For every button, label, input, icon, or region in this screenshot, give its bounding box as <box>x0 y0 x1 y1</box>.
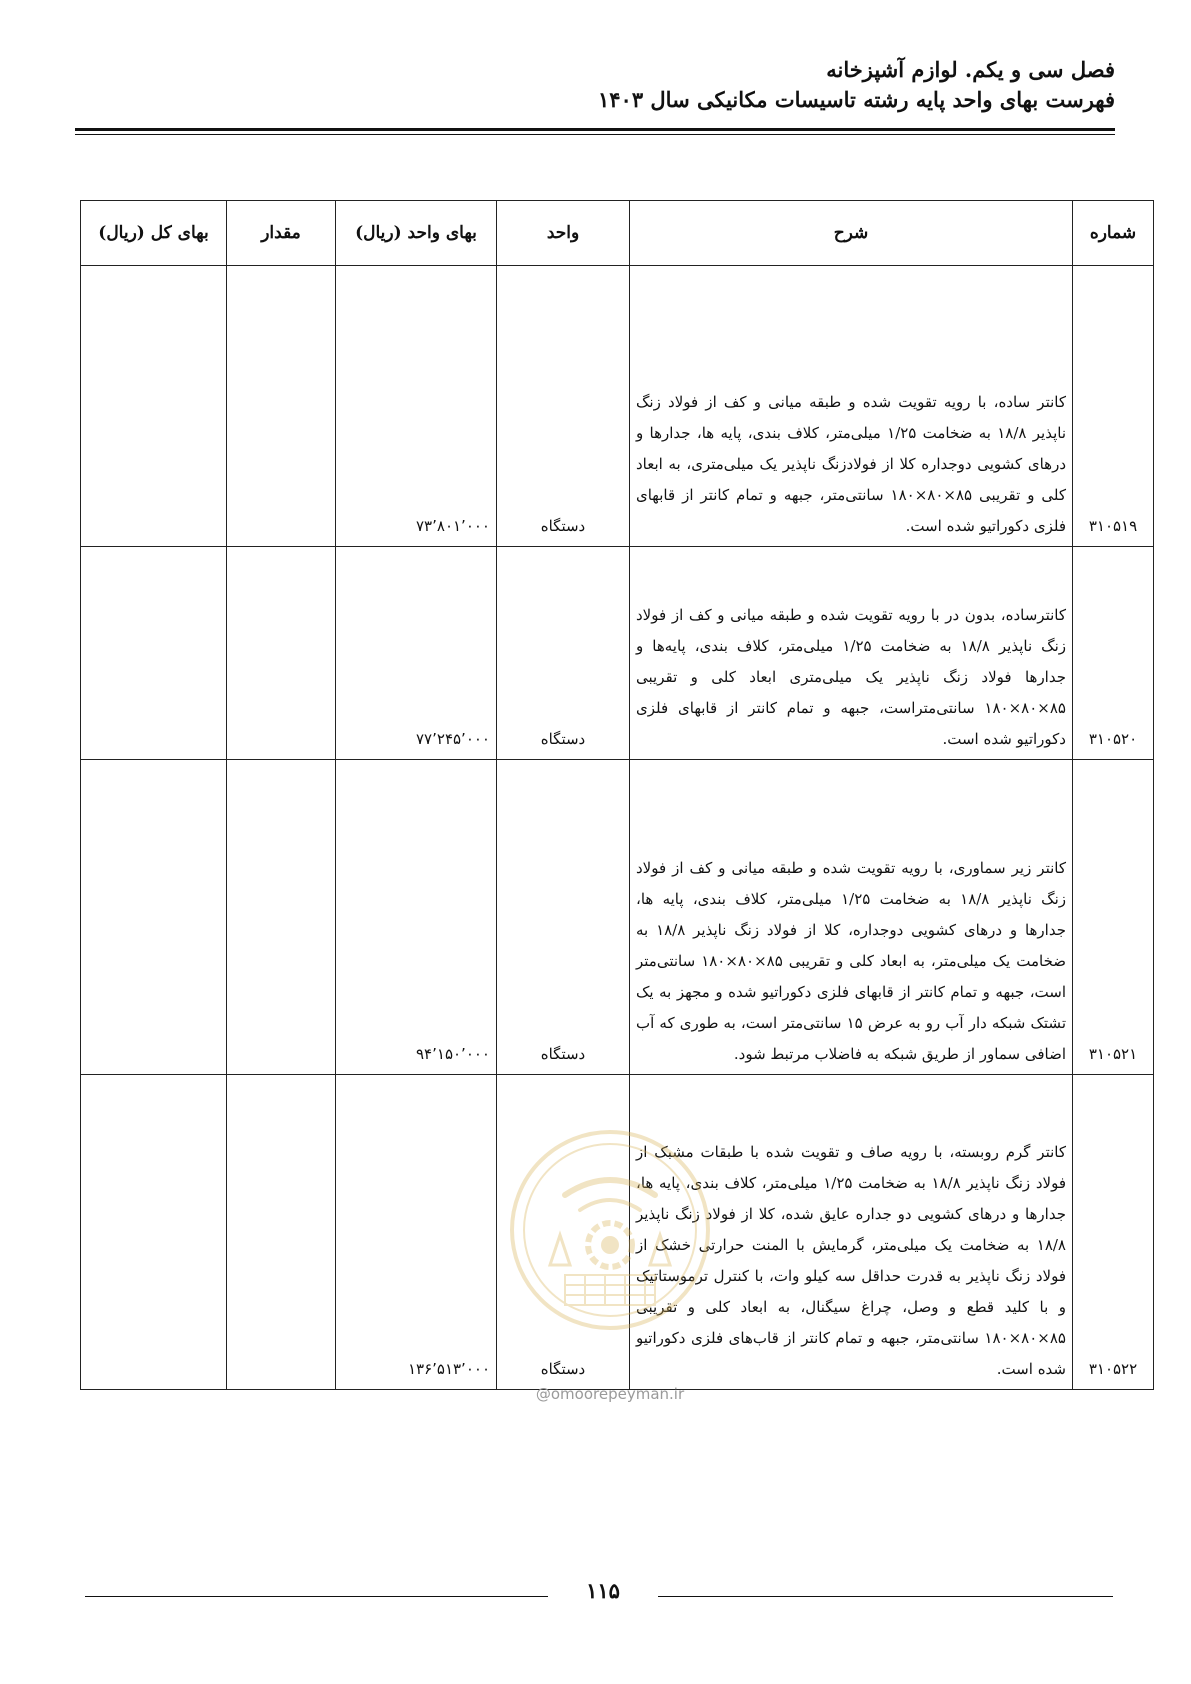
item-quantity <box>227 1075 336 1390</box>
item-total-price <box>81 1075 227 1390</box>
header-divider-thin <box>75 134 1115 135</box>
item-description: کانتر گرم روبسته، با رویه صاف و تقویت شده با طبقات مشبک از فولاد زنگ ناپذیر ۱۸/۸ به ضخامت ۱/۲۵ میلی‌متر، کلاف بندی، پایه ها، جدارها و درهای کشویی دو جداره عایق شده، کلا از فولاد زنگ ناپذیر ۱۸/۸ به ضخامت یک میلی‌متر، گرمایش با المنت حرارتی خشک از فولاد زنگ ناپذیر به قدرت حداقل سه کیلو وات، با کنترل ترموستاتیک و با کلید قطع و وصل، چراغ سیگنال، به ابعاد کلی و تقریبی ۸۵×۸۰×۱۸۰ سانتی‌متر، جبهه و تمام کانتر از قاب‌های فلزی دکوراتیو شده است. <box>630 1075 1073 1390</box>
item-quantity <box>227 760 336 1075</box>
item-unit: دستگاه <box>497 760 630 1075</box>
item-description: کانترساده، بدون در با رویه تقویت شده و طبقه میانی و کف از فولاد زنگ ناپذیر ۱۸/۸ به ضخامت ۱/۲۵ میلی‌متر، کلاف بندی، پایه‌ها و جدارها فولاد زنگ ناپذیر یک میلی‌متری ابعاد کلی و تقریبی ۸۵×۸۰×۱۸۰ سانتی‌متراست، جبهه و تمام کانتر از قابهای فلزی دکوراتیو شده است. <box>630 547 1073 760</box>
table-row <box>81 266 1154 547</box>
item-code: ۳۱۰۵۲۰ <box>1073 547 1154 760</box>
page-number: ۱۱۵ <box>586 1578 620 1603</box>
item-total-price <box>81 266 227 547</box>
page-header <box>75 55 1115 115</box>
item-code: ۳۱۰۵۱۹ <box>1073 266 1154 547</box>
header-divider-thick <box>75 128 1115 131</box>
table-row <box>81 547 1154 760</box>
document-title: فهرست بهای واحد پایه رشته تاسیسات مکانیکی سال ۱۴۰۳ <box>597 87 1115 112</box>
item-unit-price: ۹۴٬۱۵۰٬۰۰۰ <box>336 760 497 1075</box>
header-unit-price: بهای واحد (ریال) <box>336 201 497 266</box>
table-header-row <box>81 201 1154 266</box>
item-unit: دستگاه <box>497 547 630 760</box>
header-code: شماره <box>1073 201 1154 266</box>
header-unit: واحد <box>497 201 630 266</box>
footer-divider-left <box>85 1596 548 1597</box>
footer-divider-right <box>658 1596 1113 1597</box>
header-total-price: بهای کل (ریال) <box>81 201 227 266</box>
item-unit: دستگاه <box>497 266 630 547</box>
header-quantity: مقدار <box>227 201 336 266</box>
header-description: شرح <box>630 201 1073 266</box>
item-unit: دستگاه <box>497 1075 630 1390</box>
item-total-price <box>81 760 227 1075</box>
watermark-url: @omoorepeyman.ir <box>535 1385 685 1403</box>
item-unit-price: ۷۳٬۸۰۱٬۰۰۰ <box>336 266 497 547</box>
item-unit-price: ۷۷٬۲۴۵٬۰۰۰ <box>336 547 497 760</box>
chapter-title: فصل سی و یکم. لوازم آشپزخانه <box>826 57 1115 82</box>
item-quantity <box>227 547 336 760</box>
item-code: ۳۱۰۵۲۲ <box>1073 1075 1154 1390</box>
item-code: ۳۱۰۵۲۱ <box>1073 760 1154 1075</box>
table-row <box>81 760 1154 1075</box>
item-unit-price: ۱۳۶٬۵۱۳٬۰۰۰ <box>336 1075 497 1390</box>
seal-emblem-icon <box>505 1125 715 1335</box>
item-quantity <box>227 266 336 547</box>
item-description: کانتر ساده، با رویه تقویت شده و طبقه میانی و کف از فولاد زنگ ناپذیر ۱۸/۸ به ضخامت ۱/۲۵ میلی‌متر، کلاف بندی، پایه ها، جدارها و درهای کشویی دوجداره کلا از فولادزنگ ناپذیر یک میلی‌متری، به ابعاد کلی و تقریبی ۸۵×۸۰×۱۸۰ سانتی‌متر، جبهه و تمام کانتر از قابهای فلزی دکوراتیو شده است. <box>630 266 1073 547</box>
item-total-price <box>81 547 227 760</box>
watermark-seal <box>505 1125 715 1335</box>
item-description: کانتر زیر سماوری، با رویه تقویت شده و طبقه میانی و کف از فولاد زنگ ناپذیر ۱۸/۸ به ضخامت ۱/۲۵ میلی‌متر، کلاف بندی، پایه ها، جدارها و درهای کشویی دوجداره، کلا از فولاد زنگ ناپذیر ۱۸/۸ به ضخامت یک میلی‌متر، به ابعاد کلی و تقریبی ۸۵×۸۰×۱۸۰ سانتی‌متر است، جبهه و تمام کانتر از قابهای فلزی دکوراتیو شده و مجهز به یک تشتک شبکه دار آب رو به عرض ۱۵ سانتی‌متر است، به طوری که آب اضافی سماور از طریق شبکه به فاضلاب مرتبط شود. <box>630 760 1073 1075</box>
